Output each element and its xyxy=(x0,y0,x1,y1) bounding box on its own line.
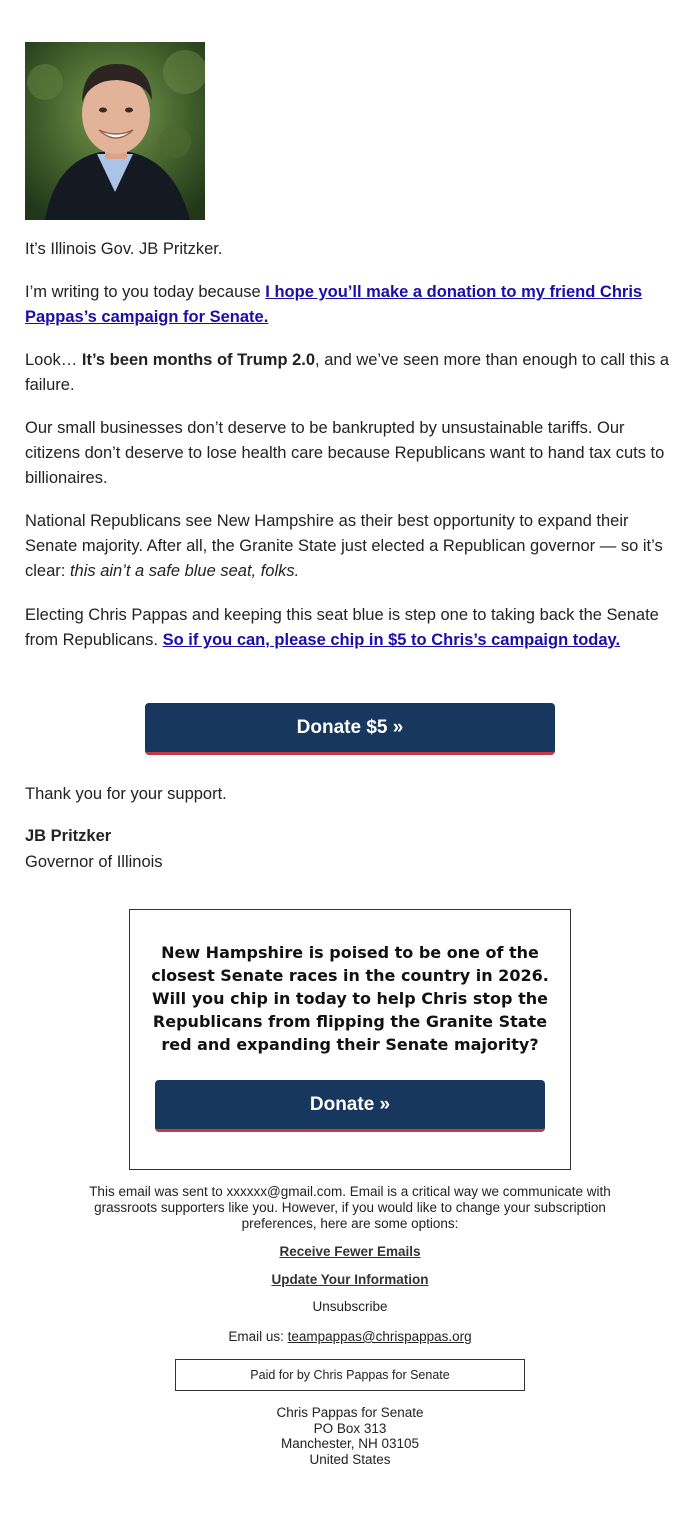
update-information-link[interactable]: Update Your Information xyxy=(271,1272,429,1287)
paragraph-2-text: I’m writing to you today because xyxy=(25,283,266,301)
footer-fewer xyxy=(60,1244,640,1260)
donate-button[interactable]: Donate » xyxy=(155,1080,545,1132)
paragraph-2 xyxy=(25,280,680,330)
signature-title: Governor of Illinois xyxy=(25,853,163,871)
thanks-text: Thank you for your support. xyxy=(25,785,227,803)
contact-email-link[interactable]: teampappas@chrispappas.org xyxy=(287,1329,472,1344)
paragraph-3-post: , and we’ve seen more than enough to call this a failure. xyxy=(25,351,670,394)
paragraph-3 xyxy=(25,348,680,398)
signature-name-text: JB Pritzker xyxy=(25,827,112,845)
address-line-4: United States xyxy=(309,1451,391,1467)
callout-text: New Hampshire is poised to be one of the closest Senate races in the country in 2026. Will you chip in today to help Chris stop the Republicans from flipping the Granite State red and expanding their Senate majority? xyxy=(151,943,549,1054)
portrait-photo xyxy=(25,42,205,220)
intro-paragraph xyxy=(25,237,680,262)
footer-email xyxy=(60,1329,640,1345)
paragraph-6 xyxy=(25,603,680,653)
email-label: Email us: xyxy=(228,1329,288,1344)
mailing-address xyxy=(60,1405,640,1467)
receive-fewer-emails-link[interactable]: Receive Fewer Emails xyxy=(279,1244,421,1259)
donate-5-button[interactable]: Donate $5 » xyxy=(145,703,555,755)
chip-in-link[interactable]: So if you can, please chip in $5 to Chris’s campaign today. xyxy=(162,631,621,649)
footer-unsubscribe xyxy=(60,1299,640,1315)
donation-link[interactable]: I hope you’ll make a donation to my friend Chris Pappas’s campaign for Senate. xyxy=(25,283,643,326)
paragraph-4 xyxy=(25,416,680,491)
paragraph-5-text: National Republicans see New Hampshire as their best opportunity to expand their Senate majority. After all, the Granite State just elected a Republican governor — so it’s clear: xyxy=(25,512,663,580)
address-line-2: PO Box 313 xyxy=(313,1420,387,1436)
footer-notice: This email was sent to xxxxxx@gmail.com. Email is a critical way we communicate with grassroots supporters like you. However, if you would like to change your subscription preferences, here are some options: xyxy=(89,1184,611,1231)
paragraph-6-text: Electing Chris Pappas and keeping this seat blue is step one to taking back the Senate from Republicans. xyxy=(25,606,659,649)
paragraph-5-italic: this ain’t a safe blue seat, folks. xyxy=(69,562,300,580)
email-body xyxy=(25,42,680,220)
intro-text: It’s Illinois Gov. JB Pritzker. xyxy=(25,240,223,258)
paragraph-5 xyxy=(25,509,680,584)
paragraph-3-pre: Look… xyxy=(25,351,82,369)
callout-box xyxy=(129,909,571,1170)
paid-for-disclaimer: Paid for by Chris Pappas for Senate xyxy=(175,1359,525,1391)
address-line-3: Manchester, NH 03105 xyxy=(280,1436,420,1451)
footer-update xyxy=(60,1272,640,1288)
unsubscribe-link[interactable]: Unsubscribe xyxy=(312,1299,388,1314)
address-line-1: Chris Pappas for Senate xyxy=(276,1405,424,1420)
paragraph-4-text: Our small businesses don’t deserve to be bankrupted by unsustainable tariffs. Our citizens don’t deserve to lose health care because Republicans want to hand tax cuts to billionaires. xyxy=(25,419,665,487)
signature-name xyxy=(25,824,680,849)
paragraph-3-bold: It’s been months of Trump 2.0 xyxy=(81,351,316,369)
